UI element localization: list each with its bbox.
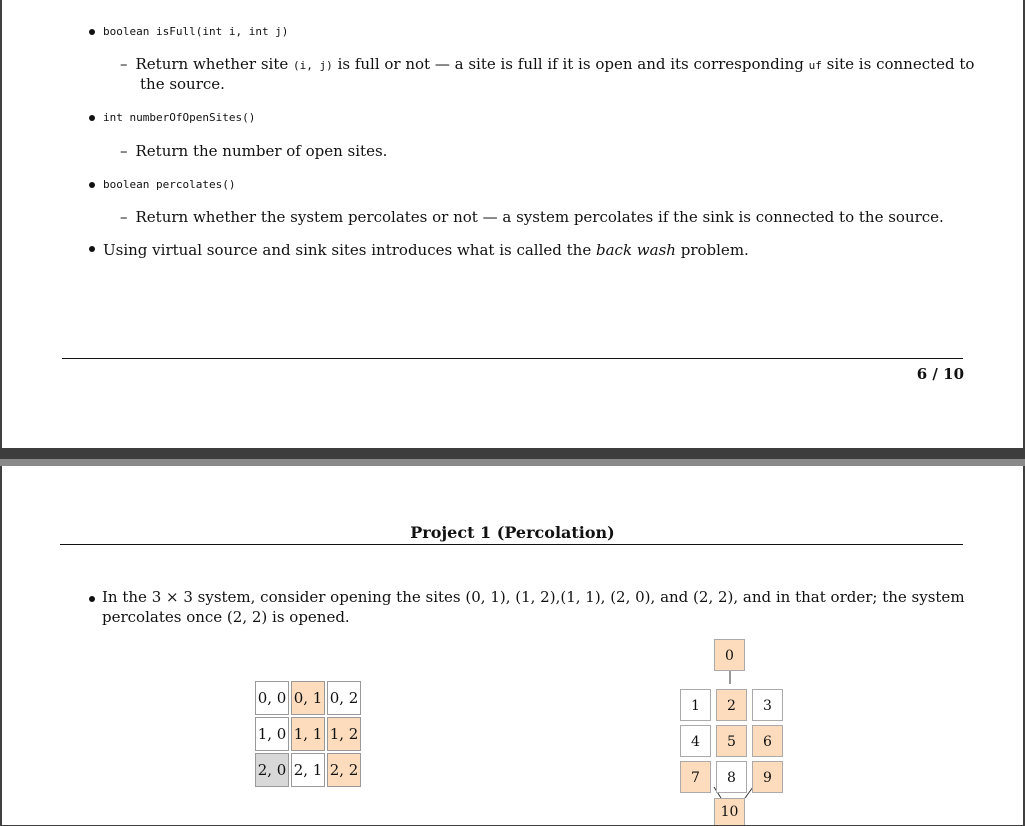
isfull-desc-line2: the source. bbox=[140, 75, 225, 93]
bullet bbox=[89, 115, 95, 121]
footer-rule bbox=[62, 358, 963, 359]
grid-cell: 2, 2 bbox=[327, 753, 361, 787]
bullet bbox=[89, 29, 95, 35]
backwash-note: Using virtual source and sink sites introduces what is called the back wash problem. bbox=[103, 241, 749, 259]
cut-off-text-line bbox=[110, 0, 440, 6]
page-title: Project 1 (Percolation) bbox=[410, 523, 615, 542]
grid-cell: 1, 2 bbox=[327, 717, 361, 751]
numberofopensites-desc: – Return the number of open sites. bbox=[120, 142, 388, 160]
uf-site: 4 bbox=[680, 725, 711, 757]
bullet bbox=[89, 246, 95, 252]
paragraph-line1: In the 3 × 3 system, consider opening the sites (0, 1), (1, 2),(1, 1), (2, 0), and (2, 2), and in that order; the system bbox=[102, 588, 965, 606]
bullet bbox=[89, 182, 95, 188]
grid-cell: 1, 0 bbox=[255, 717, 289, 751]
uf-site: 5 bbox=[716, 725, 747, 757]
uf-site: 3 bbox=[752, 689, 783, 721]
grid-cell: 0, 2 bbox=[327, 681, 361, 715]
method-numberofopensites: int numberOfOpenSites() bbox=[103, 111, 256, 124]
method-percolates: boolean percolates() bbox=[103, 178, 236, 191]
uf-site: 2 bbox=[716, 689, 747, 721]
page-7 bbox=[2, 466, 1023, 825]
uf-site: 7 bbox=[680, 761, 711, 793]
method-isfull: boolean isFull(int i, int j) bbox=[103, 25, 289, 38]
page-6 bbox=[2, 0, 1023, 448]
paragraph-line2: percolates once (2, 2) is opened. bbox=[102, 608, 350, 626]
uf-sink-site: 10 bbox=[714, 798, 745, 825]
grid-cell: 2, 1 bbox=[291, 753, 325, 787]
page-gap bbox=[0, 448, 1025, 459]
grid-cell: 0, 0 bbox=[255, 681, 289, 715]
uf-connectors bbox=[2, 466, 1023, 825]
uf-source-site: 0 bbox=[714, 639, 745, 671]
grid-cell: 1, 1 bbox=[291, 717, 325, 751]
grid-cell: 2, 0 bbox=[255, 753, 289, 787]
page-gap-shade bbox=[0, 459, 1025, 466]
percolates-desc: – Return whether the system percolates or not — a system percolates if the sink is connected to the source. bbox=[120, 208, 944, 226]
isfull-desc-line1: – Return whether site (i, j) is full or not — a site is full if it is open and its corresponding uf site is connected to bbox=[120, 55, 975, 73]
uf-site: 9 bbox=[752, 761, 783, 793]
uf-site: 6 bbox=[752, 725, 783, 757]
uf-site: 8 bbox=[716, 761, 747, 793]
uf-site: 1 bbox=[680, 689, 711, 721]
page-number: 6 / 10 bbox=[916, 365, 964, 383]
grid-cell: 0, 1 bbox=[291, 681, 325, 715]
